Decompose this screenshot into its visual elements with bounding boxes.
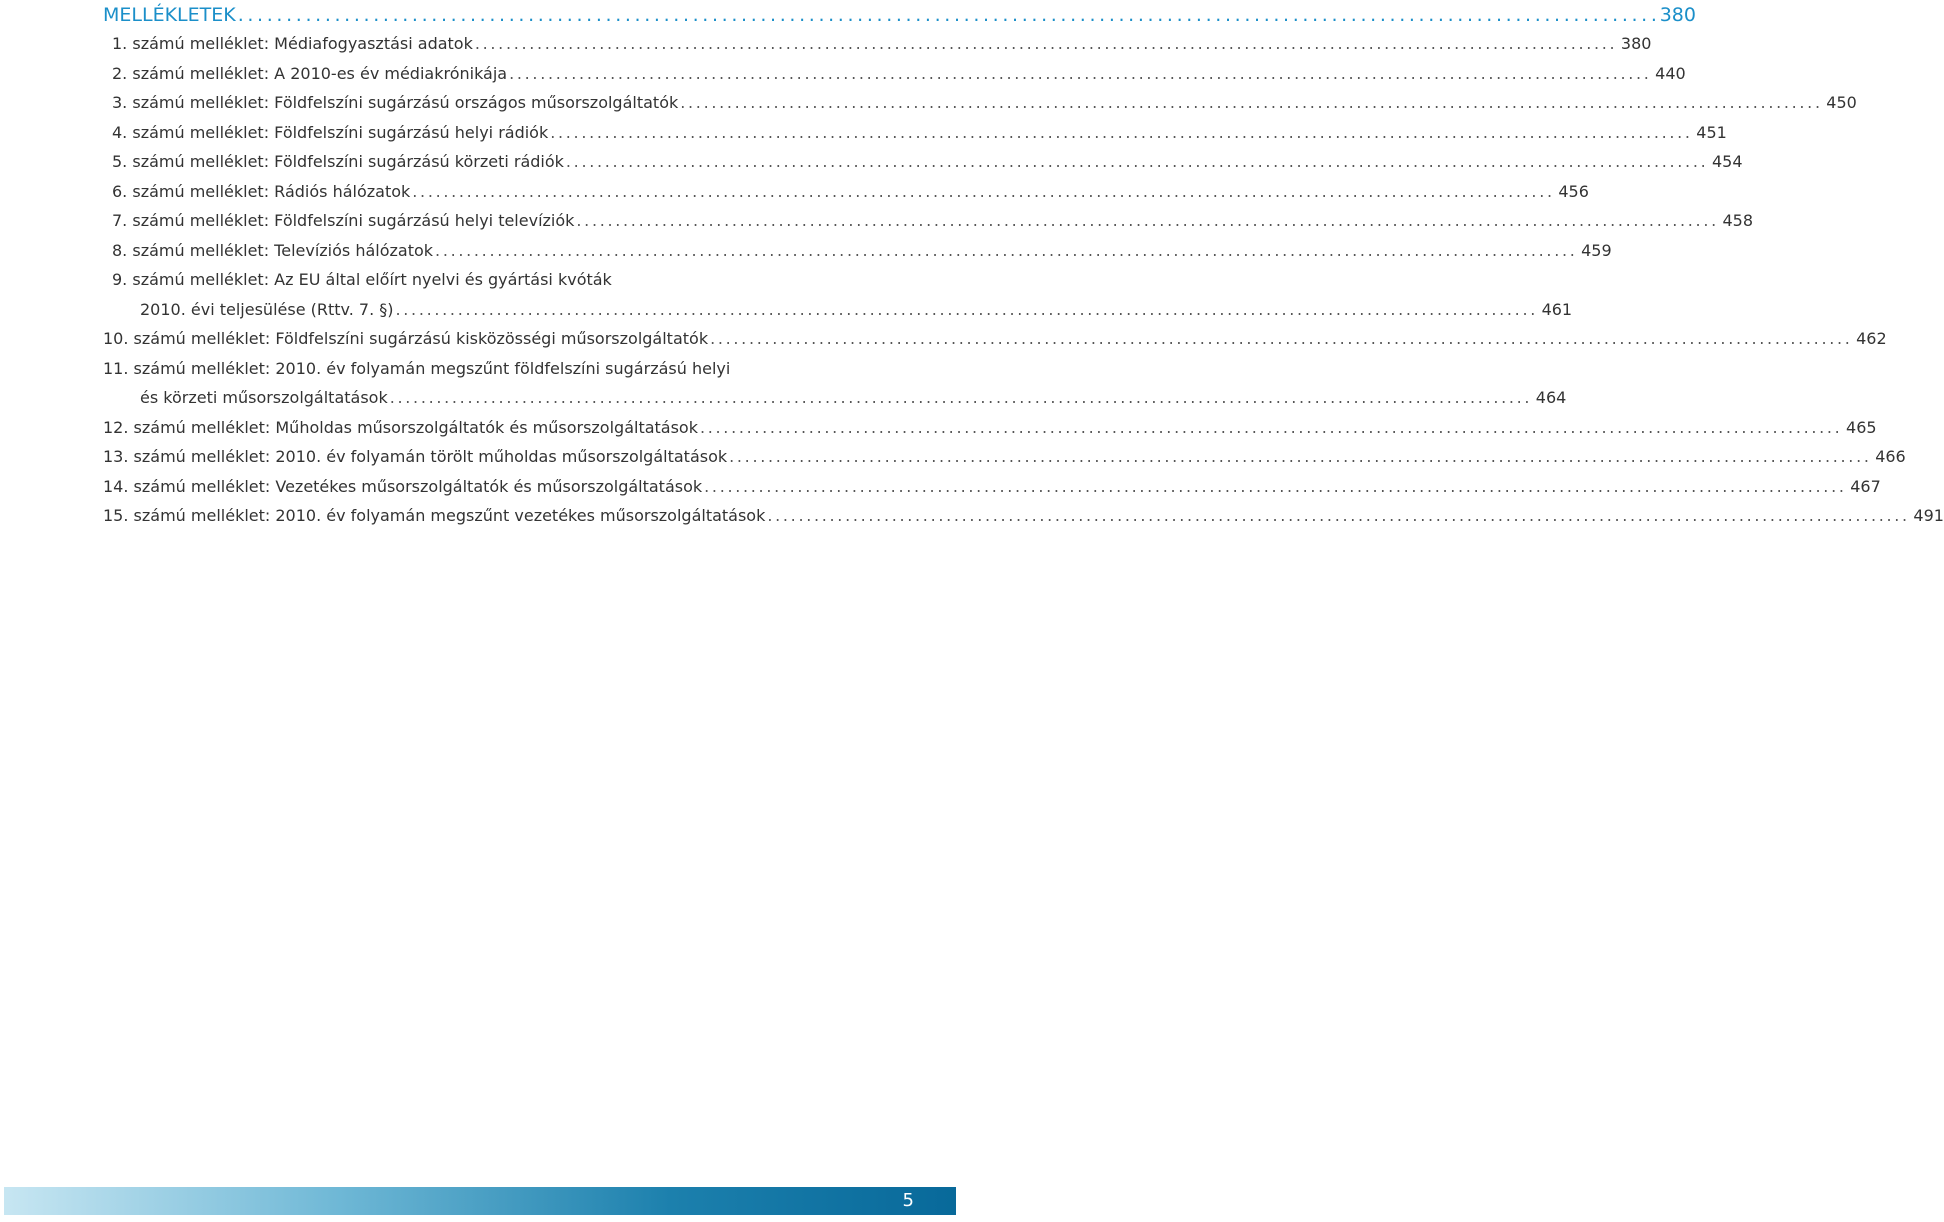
- toc-entry-page: 459: [1581, 240, 1612, 260]
- toc-entry-number: 3.: [112, 93, 128, 112]
- toc-entry-continuation[interactable]: [103, 388, 1567, 418]
- toc-entry-page: 464: [1535, 388, 1567, 407]
- toc-entry-number: 5.: [112, 152, 128, 171]
- toc-entry-label: számú melléklet: 2010. év folyamán törölt műholdas műsorszolgáltatások: [133, 447, 728, 466]
- toc-entry-number: 10.: [103, 329, 129, 348]
- toc-entry-label: számú melléklet: Az EU által előírt nyelvi és gyártási kvóták: [132, 270, 612, 289]
- toc-entry-page: 458: [1722, 211, 1753, 230]
- toc-entry-page: 440: [1655, 63, 1686, 83]
- toc-entry[interactable]: [103, 506, 1944, 536]
- toc-entry-number: 11.: [103, 358, 129, 378]
- toc-entry-label: számú melléklet: Földfelszíni sugárzású országos műsorszolgáltatók: [132, 93, 679, 112]
- toc-entry-page: 491: [1913, 506, 1944, 525]
- toc-entry-label: számú melléklet: Földfelszíni sugárzású helyi televíziók: [132, 211, 575, 230]
- toc-entry-number: 13.: [103, 447, 129, 466]
- toc-entry-continuation[interactable]: [103, 299, 1573, 330]
- toc-entry-number: 9.: [112, 270, 128, 289]
- dot-leader: [396, 300, 1535, 319]
- dot-leader: [576, 211, 1715, 230]
- dot-leader: [238, 4, 1656, 26]
- toc-entry-label-continued: 2010. évi teljesülése (Rttv. 7. §): [140, 299, 394, 319]
- toc-entry-number: 8.: [112, 240, 128, 260]
- toc-entry-number: 1.: [112, 34, 128, 53]
- toc-entry[interactable]: [103, 417, 1877, 448]
- toc-entry-page: 450: [1826, 93, 1857, 112]
- toc-entry[interactable]: [103, 63, 1686, 94]
- toc-entry-number: 12.: [103, 417, 129, 437]
- toc-entry[interactable]: [103, 181, 1589, 212]
- toc-entry-number: 4.: [112, 122, 128, 142]
- table-of-contents: [103, 4, 1944, 536]
- toc-entry[interactable]: [103, 270, 829, 300]
- toc-entry-label: számú melléklet: Földfelszíni sugárzású kisközösségi műsorszolgáltatók: [133, 329, 709, 348]
- toc-heading-page: 380: [1659, 4, 1696, 26]
- toc-entry-page: 461: [1541, 299, 1573, 319]
- dot-leader: [700, 418, 1839, 437]
- toc-entry-page: 454: [1711, 152, 1743, 171]
- toc-entry[interactable]: [103, 34, 1652, 64]
- dot-leader: [710, 329, 1849, 348]
- toc-entry-page: 466: [1875, 447, 1906, 466]
- toc-entry-label: számú melléklet: Rádiós hálózatok: [132, 181, 411, 201]
- dot-leader: [704, 477, 1843, 496]
- toc-entry-label: számú melléklet: Földfelszíni sugárzású helyi rádiók: [132, 122, 549, 142]
- toc-entry[interactable]: [103, 122, 1727, 153]
- dot-leader: [390, 388, 1529, 407]
- dot-leader: [729, 447, 1868, 466]
- toc-entry[interactable]: [103, 329, 1887, 359]
- toc-entry-number: 6.: [112, 181, 128, 201]
- toc-entry-number: 15.: [103, 506, 129, 525]
- toc-entry-page: 380: [1620, 34, 1652, 53]
- toc-entry-label: számú melléklet: Műholdas műsorszolgáltatók és műsorszolgáltatások: [133, 417, 698, 437]
- toc-entry-label: számú melléklet: Vezetékes műsorszolgáltatók és műsorszolgáltatások: [133, 476, 703, 496]
- dot-leader: [767, 506, 1906, 525]
- toc-entry-number: 14.: [103, 476, 129, 496]
- footer-bar: [4, 1187, 956, 1215]
- dot-leader: [566, 152, 1705, 171]
- toc-entry[interactable]: [103, 240, 1612, 271]
- dot-leader: [475, 34, 1614, 53]
- toc-entry-label: számú melléklet: 2010. év folyamán megszűnt vezetékes műsorszolgáltatások: [133, 506, 766, 525]
- toc-entry-page: 456: [1558, 181, 1589, 201]
- toc-entry-page: 467: [1850, 476, 1881, 496]
- dot-leader: [550, 123, 1689, 142]
- toc-heading-label: MELLÉKLETEK: [103, 4, 236, 26]
- toc-entry[interactable]: [103, 93, 1857, 123]
- toc-entry-number: 7.: [112, 211, 128, 230]
- toc-entry-page: 462: [1856, 329, 1887, 348]
- toc-entry-label: számú melléklet: 2010. év folyamán megszűnt földfelszíni sugárzású helyi: [133, 358, 731, 378]
- toc-entry-label-continued: és körzeti műsorszolgáltatások: [140, 388, 388, 407]
- toc-entry-label: számú melléklet: Médiafogyasztási adatok: [132, 34, 473, 53]
- toc-entry[interactable]: [103, 359, 829, 389]
- toc-entry[interactable]: [103, 211, 1753, 241]
- toc-entry-number: 2.: [112, 63, 128, 83]
- dot-leader: [435, 241, 1574, 260]
- toc-entry-label: számú melléklet: Televíziós hálózatok: [132, 240, 434, 260]
- toc-entry[interactable]: [103, 447, 1906, 477]
- toc-entry-page: 451: [1696, 122, 1727, 142]
- page-number: 5: [902, 1190, 914, 1211]
- toc-entry-label: számú melléklet: Földfelszíni sugárzású körzeti rádiók: [132, 152, 564, 171]
- toc-entry[interactable]: [103, 476, 1881, 507]
- toc-entry-page: 465: [1846, 417, 1877, 437]
- dot-leader: [412, 182, 1551, 201]
- dot-leader: [509, 64, 1648, 83]
- dot-leader: [680, 93, 1819, 112]
- toc-entry[interactable]: [103, 152, 1743, 182]
- toc-entry-label: számú melléklet: A 2010-es év médiakrónikája: [132, 63, 508, 83]
- toc-heading[interactable]: [103, 4, 1696, 34]
